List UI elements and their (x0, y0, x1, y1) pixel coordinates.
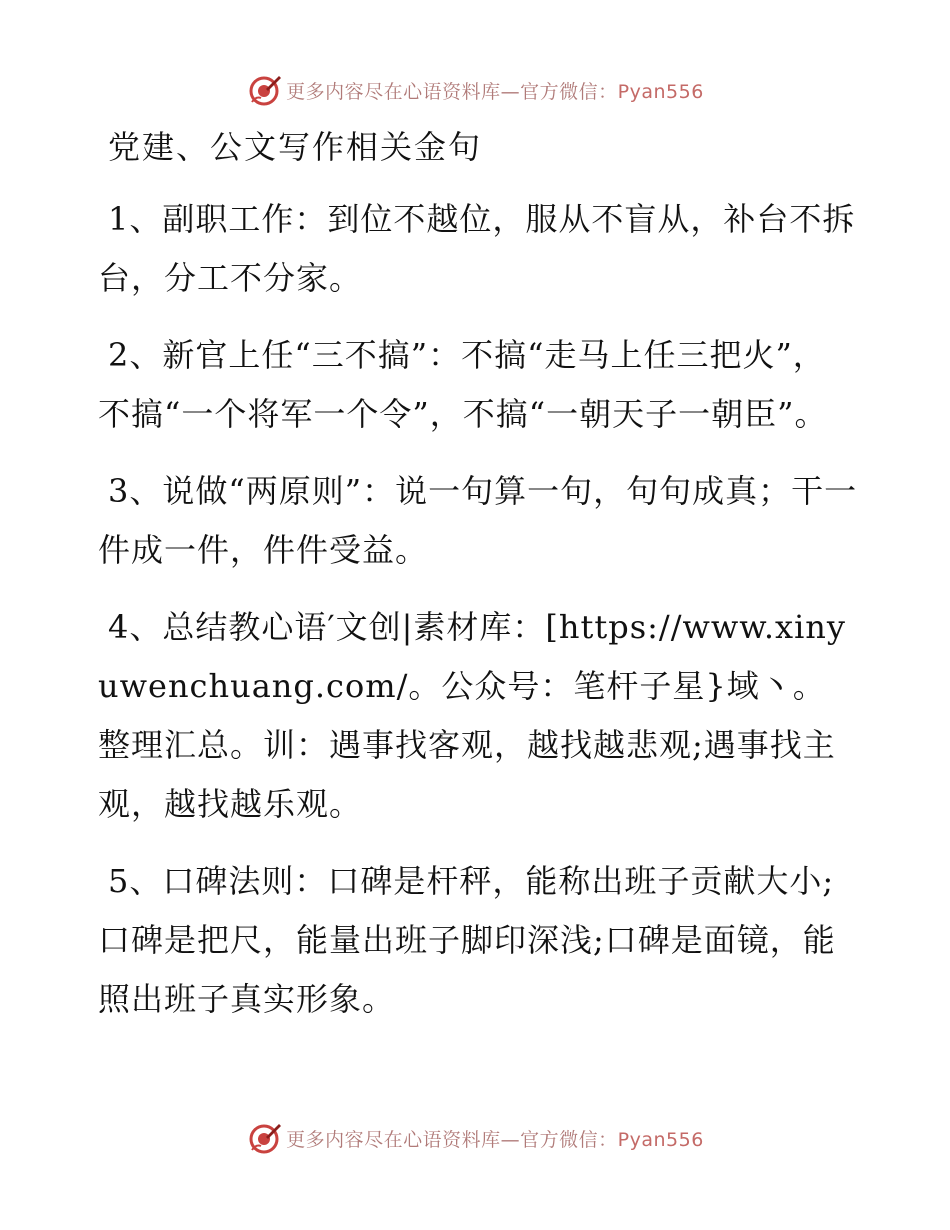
pen-logo-icon (246, 1120, 282, 1156)
watermark-text: 更多内容尽在心语资料库—官方微信：Pyan556 (286, 1128, 704, 1151)
paragraph-2: 2、新官上任“三不搞”：不搞“走马上任三把火”，不搞“一个将军一个令”，不搞“一朝天子一朝臣”。 (98, 336, 828, 433)
paragraph-5: 5、口碑法则：口碑是杆秤，能称出班子贡献大小;口碑是把尺，能量出班子脚印深浅;口碑是面镜，能照出班子真实形象。 (98, 862, 836, 1018)
watermark-text: 更多内容尽在心语资料库—官方微信：Pyan556 (286, 80, 704, 103)
footer-watermark-banner (0, 1116, 950, 1160)
header-watermark-banner (0, 68, 950, 112)
document-body (98, 122, 858, 1029)
paragraph-3: 3、说做“两原则”：说一句算一句，句句成真；干一件成一件，件件受益。 (98, 472, 858, 569)
pen-logo-icon (246, 72, 282, 108)
document-title: 党建、公文写作相关金句 (108, 128, 483, 166)
paragraph-1: 1、副职工作：到位不越位，服从不盲从，补台不拆台，分工不分家。 (98, 200, 856, 297)
paragraph-4: 4、总结教心语′文创|素材库：[https://www.xinyuwenchuang.com/。公众号：笔杆子星}域丶。整理汇总。训：遇事找客观，越找越悲观;遇事找主观，越找越乐观。 (98, 608, 846, 823)
